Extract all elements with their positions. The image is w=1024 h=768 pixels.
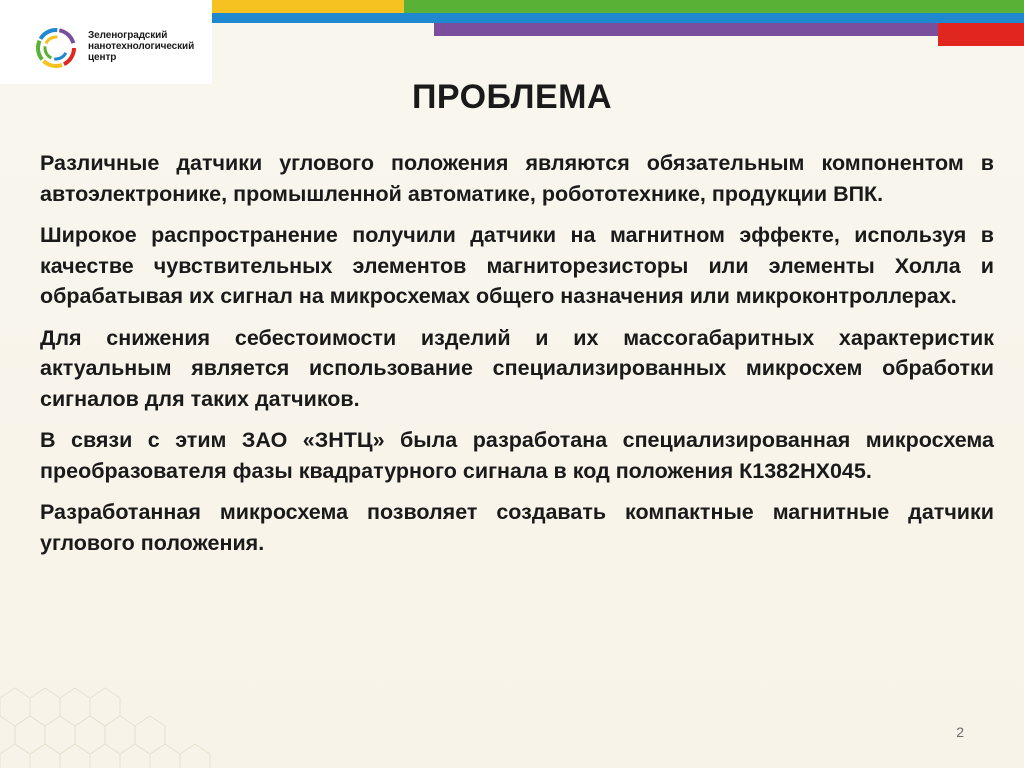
header-bar-yellow: [212, 0, 404, 13]
logo-line-2: нанотехнологический: [88, 41, 195, 52]
header-bar-red: [938, 23, 1024, 46]
logo: [0, 0, 212, 84]
logo-rings-icon: [34, 26, 78, 70]
paragraph-3: Для снижения себестоимости изделий и их массогабаритных характеристик актуальным является использование специализированных микросхем обработки сигналов для таких датчиков.: [40, 325, 994, 411]
header-bar-purple: [434, 23, 938, 36]
slide-body: [40, 148, 994, 569]
header-bar-blue: [212, 13, 1024, 23]
logo-line-1: Зеленоградский: [88, 30, 168, 41]
header-bar-green: [404, 0, 1024, 13]
decorative-pattern: [0, 678, 280, 768]
paragraph-5: Разработанная микросхема позволяет создавать компактные магнитные датчики углового положения.: [40, 500, 994, 555]
paragraph-1: Различные датчики углового положения являются обязательным компонентом в автоэлектронике, промышленной автоматике, робототехнике, продукции ВПК.: [40, 151, 994, 206]
logo-line-3: центр: [88, 52, 117, 63]
paragraph-2: Широкое распространение получили датчики на магнитном эффекте, используя в качестве чувствительных элементов магниторезисторы или элементы Холла и обрабатывая их сигнал на микросхемах общего назначения или микроконтроллерах.: [40, 223, 994, 308]
slide-title: ПРОБЛЕМА: [411, 78, 613, 116]
paragraph-4: В связи с этим ЗАО «ЗНТЦ» была разработана специализированная микросхема преобразователя фазы квадратурного сигнала в код положения К1382НХ045.: [40, 428, 994, 483]
logo-text: [88, 30, 208, 63]
page-number: 2: [956, 724, 964, 740]
